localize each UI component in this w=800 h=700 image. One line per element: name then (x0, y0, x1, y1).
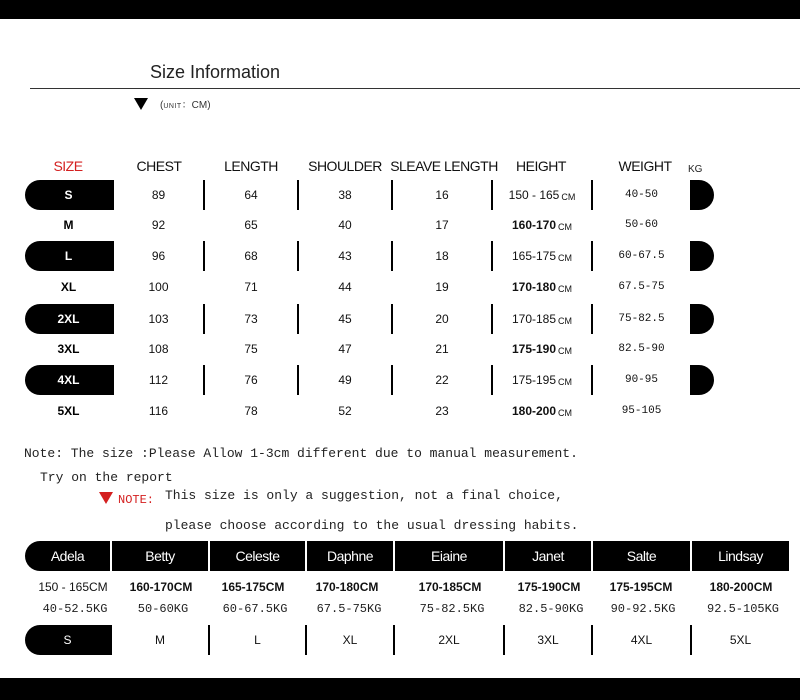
model-height: 160-170CM (129, 580, 193, 594)
size-row-4xl (25, 365, 714, 395)
height-unit: CM (558, 376, 573, 387)
height-cell (493, 210, 591, 240)
model-name-eiaine: Eiaine (431, 548, 467, 564)
note-suggestion: This size is only a suggestion, not a final choice, (165, 488, 563, 503)
sleeve-cell: 19 (435, 280, 449, 294)
col-header-height: HEIGHT (516, 158, 566, 174)
model-weight: 82.5-90KG (518, 602, 584, 616)
col-header-shoulder: SHOULDER (308, 158, 382, 174)
model-weight: 60-67.5KG (222, 602, 288, 616)
column-divider (393, 541, 395, 571)
height-value: 160-170 (511, 218, 557, 232)
size-row-l (25, 241, 714, 271)
chest-cell: 116 (148, 404, 169, 418)
sleeve-cell: 22 (393, 365, 491, 395)
chest-cell: 92 (151, 218, 166, 232)
weight-value: 67.5-75 (618, 281, 665, 293)
title-divider (30, 88, 800, 89)
weight-cell (593, 272, 690, 302)
size-cell: 3XL (57, 342, 80, 356)
top-band (0, 0, 800, 19)
col-header-chest: CHEST (136, 158, 182, 174)
weight-cell (593, 334, 690, 364)
height-value: 175-190 (511, 342, 557, 356)
weight-value: 90-95 (624, 374, 658, 386)
length-cell: 76 (205, 365, 297, 395)
col-header-size: SIZE (53, 158, 83, 174)
col-header-length: LENGTH (224, 158, 278, 174)
length-cell: 68 (205, 241, 297, 271)
size-cell: 5XL (57, 404, 80, 418)
col-header-weight: WEIGHT (618, 158, 672, 174)
length-cell: 78 (244, 404, 258, 418)
height-value: 170-185 (511, 312, 557, 326)
weight-cell (593, 304, 690, 334)
height-cell (493, 396, 591, 426)
sleeve-cell: 21 (435, 342, 449, 356)
chest-cell: 103 (114, 304, 203, 334)
model-names-row (25, 541, 789, 571)
size-row-5xl (25, 396, 714, 426)
size-cell: 4XL (57, 373, 80, 387)
chest-cell: 89 (114, 180, 203, 210)
shoulder-cell: 49 (299, 365, 391, 395)
chest-cell: 112 (114, 365, 203, 395)
model-name-adela: Adela (50, 548, 85, 564)
model-height: 175-190CM (517, 580, 581, 594)
weight-value: 82.5-90 (618, 343, 665, 355)
height-cell (493, 241, 591, 271)
height-value: 165-175 (511, 249, 557, 263)
model-name-celeste: Celeste (235, 548, 280, 564)
height-cell (493, 272, 591, 302)
size-row-xl (25, 272, 714, 302)
column-divider (305, 541, 307, 571)
model-weight: 50-60KG (137, 602, 189, 616)
column-divider (690, 541, 692, 571)
shoulder-cell: 44 (338, 280, 352, 294)
height-unit: CM (558, 252, 573, 263)
size-cell: M (63, 218, 74, 232)
height-value: 150 - 165 (508, 188, 560, 202)
model-height: 165-175CM (221, 580, 285, 594)
shoulder-cell: 40 (338, 218, 352, 232)
length-cell: 64 (205, 180, 297, 210)
sleeve-cell: 20 (393, 304, 491, 334)
model-height: 170-185CM (418, 580, 482, 594)
model-size: 2XL (395, 625, 503, 655)
model-weight: 75-82.5KG (419, 602, 485, 616)
height-cell (493, 180, 591, 210)
column-divider (591, 541, 593, 571)
sleeve-cell: 23 (435, 404, 449, 418)
shoulder-cell: 52 (338, 404, 352, 418)
height-value: 175-195 (511, 373, 557, 387)
length-cell: 73 (205, 304, 297, 334)
weight-value: 50-60 (624, 219, 658, 231)
model-name-lindsay: Lindsay (718, 548, 763, 564)
model-name-salte: Salte (626, 548, 657, 564)
height-unit: CM (558, 221, 573, 232)
height-cell (493, 334, 591, 364)
model-height: 175-195CM (609, 580, 673, 594)
model-sizes-row (25, 625, 789, 655)
weight-cell (593, 180, 690, 210)
size-row-2xl (25, 304, 714, 334)
model-size: 4XL (593, 625, 690, 655)
bottom-band (0, 678, 800, 700)
sleeve-cell: 17 (435, 218, 449, 232)
model-weight: 90-92.5KG (610, 602, 676, 616)
weight-cell (593, 241, 690, 271)
size-row-m (25, 210, 714, 240)
unit-label: (UNIT：CM) (160, 100, 211, 111)
model-name-janet: Janet (532, 548, 564, 564)
note-measurement: Note: The size :Please Allow 1-3cm different due to manual measurement. (24, 446, 578, 461)
shoulder-cell: 45 (299, 304, 391, 334)
column-divider (208, 541, 210, 571)
length-cell: 75 (244, 342, 258, 356)
shoulder-cell: 47 (338, 342, 352, 356)
note-dressing-habits: please choose according to the usual dressing habits. (165, 518, 579, 533)
height-value: 170-180 (511, 280, 557, 294)
height-unit: CM (558, 345, 573, 356)
size-row-s (25, 180, 714, 210)
length-cell: 71 (244, 280, 258, 294)
size-cell: XL (60, 280, 77, 294)
size-row-3xl (25, 334, 714, 364)
col-header-sleeve-length: SLEAVE LENGTH (390, 158, 498, 174)
model-size: 3XL (505, 625, 591, 655)
model-size: S (63, 633, 72, 647)
weight-value: 60-67.5 (618, 250, 665, 262)
note-warning-label: NOTE: (118, 493, 155, 507)
weight-cell (593, 210, 690, 240)
unit-indicator (134, 96, 211, 111)
shoulder-cell: 38 (299, 180, 391, 210)
note-try-on: Try on the report (40, 470, 173, 485)
weight-value: 75-82.5 (618, 313, 665, 325)
model-size: L (210, 625, 305, 655)
column-divider (503, 541, 505, 571)
model-size: M (112, 625, 208, 655)
weight-cell (593, 396, 690, 426)
model-height: 150 - 165CM (38, 580, 108, 594)
model-height: 170-180CM (315, 580, 379, 594)
height-unit: CM (561, 191, 576, 202)
model-size: 5XL (692, 625, 789, 655)
size-cell: 2XL (57, 312, 80, 326)
height-unit: CM (558, 283, 573, 294)
sleeve-cell: 18 (393, 241, 491, 271)
weight-value: 40-50 (624, 189, 658, 201)
shoulder-cell: 43 (299, 241, 391, 271)
chest-cell: 108 (148, 342, 169, 356)
page-title: Size Information (150, 62, 281, 82)
model-size: XL (307, 625, 393, 655)
chest-cell: 96 (114, 241, 203, 271)
weight-value: 95-105 (621, 405, 662, 417)
model-weight: 40-52.5KG (42, 602, 108, 616)
height-cell (493, 304, 591, 334)
model-weight: 67.5-75KG (316, 602, 382, 616)
height-cell (493, 365, 591, 395)
weight-unit-label: KG (688, 164, 703, 175)
triangle-down-icon (134, 98, 148, 110)
sleeve-cell: 16 (393, 180, 491, 210)
chest-cell: 100 (148, 280, 169, 294)
model-name-betty: Betty (145, 548, 175, 564)
size-table-header (0, 158, 800, 176)
size-cell: S (64, 188, 73, 202)
column-divider (110, 541, 112, 571)
height-value: 180-200 (511, 404, 557, 418)
model-name-daphne: Daphne (326, 548, 374, 564)
height-unit: CM (558, 315, 573, 326)
model-weight: 92.5-105KG (706, 602, 780, 616)
model-height: 180-200CM (709, 580, 773, 594)
length-cell: 65 (244, 218, 258, 232)
height-unit: CM (558, 407, 573, 418)
size-cell: L (64, 249, 73, 263)
warning-triangle-icon (99, 492, 113, 504)
weight-cell (593, 365, 690, 395)
